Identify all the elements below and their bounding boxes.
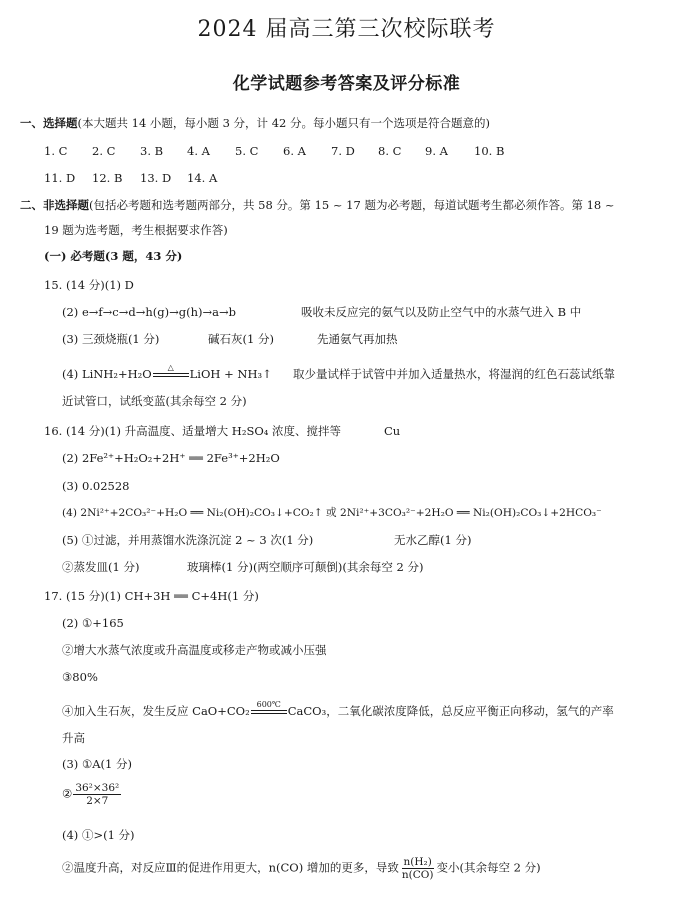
fraction (73, 782, 121, 807)
condition-label: △ (167, 363, 174, 372)
part2-desc-1: (包括必考题和选考题两部分，共 58 分。第 15 ~ 17 题为必考题，每道试题考生都必须作答。第 18 ~ (89, 198, 615, 212)
equation-rhs: LiOH + NH₃↑ (189, 367, 272, 381)
page-subtitle: 化学试题参考答案及评分标准 (232, 74, 461, 94)
q17-a2-2: ②增大水蒸气浓度或升高温度或移走产物或减小压强 (62, 643, 327, 657)
q16-line1: 16. (14 分)(1) 升高温度、适量增大 H₂SO₄ 浓度、搅拌等 (44, 424, 342, 438)
answer-text: 变小(其余每空 2 分) (436, 860, 541, 875)
q17-a2-4-equation (62, 700, 614, 719)
part2-heading: 二、非选择题 (20, 198, 89, 212)
page-title: 2024 届高三第三次校际联考 (197, 17, 496, 42)
answer-item: 8. C (378, 144, 402, 158)
part1-intro (20, 115, 490, 131)
temperature-condition (251, 700, 287, 719)
fraction-denominator: n(CO) (401, 869, 434, 881)
q17-a2-4-cont: 升高 (62, 731, 85, 745)
q15-a4-text: 取少量试样于试管中并加入适量热水，将湿润的红色石蕊试纸靠 (293, 367, 615, 381)
answer-text: ②温度升高，对反应Ⅲ的促进作用更大，n(CO) 增加的更多，导致 (62, 860, 399, 875)
fraction-numerator: 36²×36² (75, 782, 120, 794)
fraction-numerator: n(H₂) (403, 856, 432, 868)
answer-item: 1. C (44, 144, 68, 158)
q16-a5-2a: ②蒸发皿(1 分) (62, 560, 140, 574)
q17-a2-3: ③80% (62, 670, 98, 684)
q17-a3-1: (3) ①A(1 分) (62, 757, 133, 771)
equation-lhs: ④加入生石灰，发生反应 CaO+CO₂ (62, 704, 250, 718)
part1-heading: 一、选择题 (20, 116, 78, 130)
fraction (400, 856, 436, 881)
q15-a3: 碱石灰(1 分) (208, 332, 274, 346)
equation-lhs: (4) LiNH₂+H₂O (62, 367, 152, 381)
q16-line1-answer: Cu (384, 424, 401, 438)
q15-a4-text-cont: 近试管口，试纸变蓝(其余每空 2 分) (62, 394, 247, 408)
q17-a2-1: (2) ①+165 (62, 616, 124, 630)
answer-item: 11. D (44, 171, 76, 185)
required-section-heading: (一) 必考题(3 题，43 分) (44, 249, 183, 263)
equation-rhs: CaCO₃，二氧化碳浓度降低，总反应平衡正向移动，氢气的产率 (287, 704, 614, 718)
fraction-denominator: 2×7 (86, 795, 109, 807)
equals-sign (153, 373, 189, 377)
part1-desc: (本大题共 14 小题，每小题 3 分，计 42 分。每小题只有一个选项是符合题意的) (77, 116, 490, 130)
q16-a5-2b: 玻璃棒(1 分)(两空顺序可颠倒)(其余每空 2 分) (187, 560, 424, 574)
q15-a2: (2) e→f→c→d→h(g)→g(h)→a→b (62, 305, 236, 319)
answer-item: 13. D (140, 171, 172, 185)
q16-a5-1: (5) ①过滤，并用蒸馏水洗涤沉淀 2 ~ 3 次(1 分) (62, 533, 314, 547)
q16-a5-1b: 无水乙醇(1 分) (394, 533, 472, 547)
answer-item: 9. A (425, 144, 448, 158)
part2-desc-2: 19 题为选考题，考生根据要求作答) (44, 223, 228, 237)
answer-item: 3. B (140, 144, 164, 158)
equals-sign (251, 710, 287, 714)
q15-a3: (3) 三颈烧瓶(1 分) (62, 332, 160, 346)
q16-a3: (3) 0.02528 (62, 479, 130, 493)
q17-a3-2 (62, 782, 122, 807)
answer-item: 4. A (187, 144, 210, 158)
item-marker: ② (62, 786, 73, 801)
q17-line1: 17. (15 分)(1) CH+3H ══ C+4H(1 分) (44, 589, 259, 603)
part2-intro (20, 197, 615, 213)
q17-a4-2 (62, 856, 541, 881)
q15-line1: 15. (14 分)(1) D (44, 278, 134, 292)
answer-item: 12. B (92, 171, 123, 185)
answer-item: 5. C (235, 144, 259, 158)
q15-a4-equation (62, 363, 272, 382)
condition-label: 600℃ (256, 700, 281, 709)
q15-a2-explain: 吸收未反应完的氨气以及防止空气中的水蒸气进入 B 中 (301, 305, 582, 319)
answer-item: 10. B (474, 144, 505, 158)
q16-a2: (2) 2Fe²⁺+H₂O₂+2H⁺ ══ 2Fe³⁺+2H₂O (62, 451, 280, 465)
q15-a3: 先通氨气再加热 (317, 332, 398, 346)
answer-item: 6. A (283, 144, 306, 158)
answer-item: 2. C (92, 144, 116, 158)
q16-a4: (4) 2Ni²⁺+2CO₃²⁻+H₂O ══ Ni₂(OH)₂CO₃↓+CO₂↑ 或 2Ni²⁺+3CO₃²⁻+2H₂O ══ Ni₂(OH)₂CO₃↓+2HCO₃⁻ (62, 507, 602, 519)
answer-item: 7. D (331, 144, 355, 158)
q17-a4-1: (4) ①>(1 分) (62, 828, 135, 842)
heat-condition (153, 363, 189, 382)
answer-item: 14. A (187, 171, 218, 185)
